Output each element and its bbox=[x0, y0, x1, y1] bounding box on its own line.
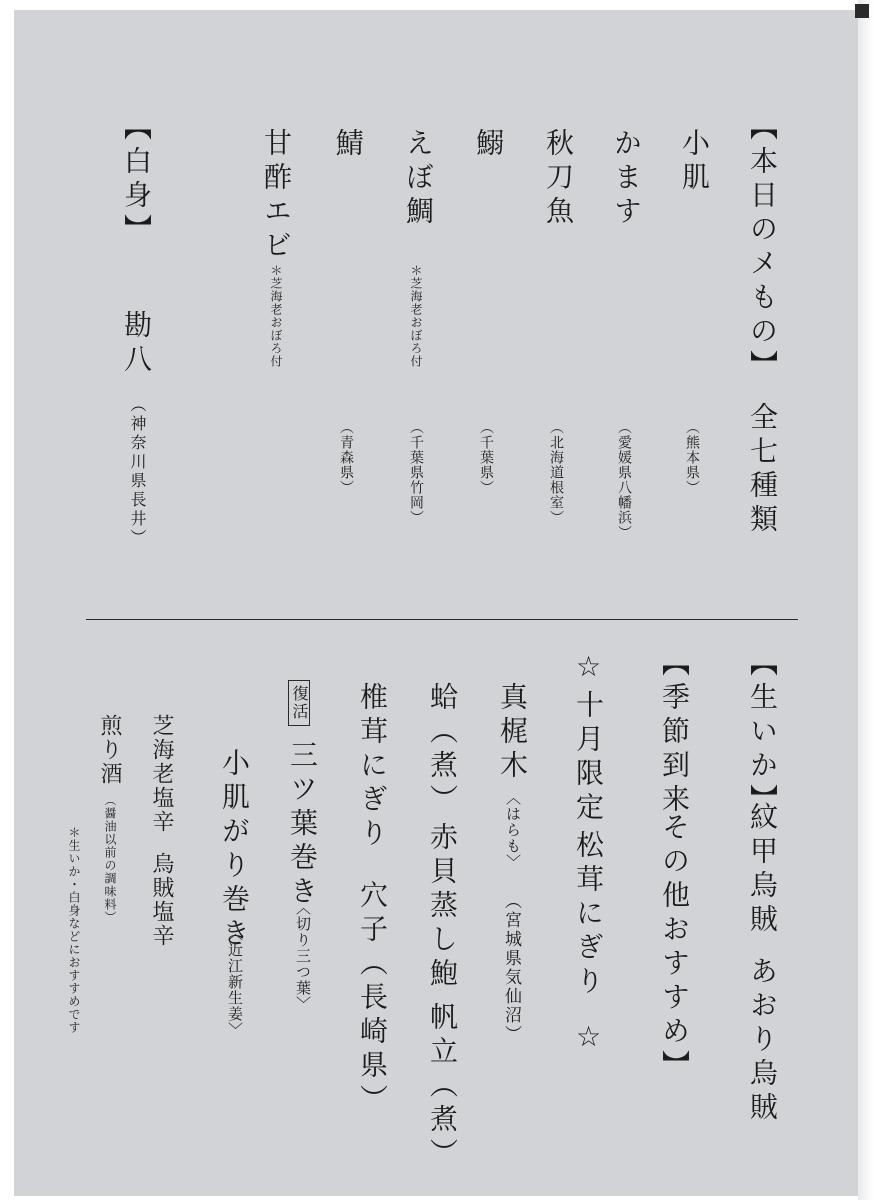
item-irizake: 煎り酒 bbox=[97, 714, 122, 786]
page-edge bbox=[858, 0, 873, 1200]
seasonal-header-2: その他おすすめ】 bbox=[658, 812, 691, 1084]
item-kanpachi: 勘八 bbox=[120, 310, 153, 378]
item-matsutake: 松茸にぎり bbox=[572, 830, 605, 1000]
origin-sanma: （北海道根室） bbox=[548, 420, 564, 525]
item-kamasu: かます bbox=[610, 128, 643, 230]
item-sanma: 秋刀魚 bbox=[542, 128, 575, 230]
origin-saba: （青森県） bbox=[338, 420, 354, 495]
item-shiba-ebi-shiokara: 芝海老塩辛 bbox=[149, 714, 174, 834]
item-shiitake: 椎茸にぎり bbox=[356, 682, 389, 852]
item-hotate: 帆立（煮） bbox=[426, 1002, 459, 1172]
origin-ebodai: （千葉県竹岡） bbox=[408, 420, 424, 525]
star-right: ☆ bbox=[572, 1020, 605, 1059]
note-amazu-ebi: ＊芝海老おぼろ付 bbox=[269, 264, 283, 368]
origin-kamasu: （愛媛県八幡浜） bbox=[616, 420, 632, 540]
fukkatsu-badge-wrap bbox=[288, 680, 310, 726]
item-amazu-ebi: 甘酢エビ bbox=[260, 128, 293, 264]
october-title: 十月限定 bbox=[572, 690, 605, 826]
origin-makajiki: （宮城県気仙沼） bbox=[501, 892, 521, 1044]
corner-mark bbox=[855, 4, 869, 18]
item-aori-ika: あおり烏賊 bbox=[746, 956, 779, 1126]
item-makajiki: 真梶木 bbox=[496, 682, 529, 784]
item-iwashi: 鰯 bbox=[472, 128, 505, 162]
today-header: 【本日のメもの】 bbox=[746, 112, 779, 384]
note-makajiki: 〈はらも〉 bbox=[504, 790, 522, 870]
seasonal-header: 【季節到来 bbox=[658, 648, 691, 818]
item-kohada-gari-maki: 小肌がり巻き bbox=[218, 748, 251, 952]
item-anago: 穴子（長崎県） bbox=[356, 880, 389, 1118]
item-kohada: 小肌 bbox=[678, 128, 711, 196]
fukkatsu-badge: 復活 bbox=[288, 680, 310, 726]
note-irizake: （醤油以前の調味料） bbox=[103, 794, 117, 924]
today-count: 全七種類 bbox=[746, 402, 779, 538]
origin-kanpachi: （神奈川県長井） bbox=[128, 396, 147, 548]
origin-iwashi: （千葉県） bbox=[478, 420, 494, 495]
item-saba: 鯖 bbox=[332, 128, 365, 162]
item-ebodai: えぼ鯛 bbox=[402, 128, 435, 230]
item-akagai: 赤貝 bbox=[426, 822, 459, 890]
item-mushiawabi: 蒸し鮑 bbox=[426, 890, 459, 992]
note-mitsuba-maki: 〈切り三つ葉〉 bbox=[294, 900, 312, 1012]
nama-ika-header: 【生いか】 bbox=[746, 648, 779, 818]
footnote: ＊生いか・白身などにおすすめです bbox=[67, 826, 81, 1034]
item-hamaguri: 蛤（煮） bbox=[426, 682, 459, 818]
item-mitsuba-maki: 三ツ葉巻き bbox=[286, 740, 319, 910]
note-ebodai: ＊芝海老おぼろ付 bbox=[409, 264, 423, 368]
origin-kohada: （熊本県） bbox=[684, 420, 700, 495]
star-left: ☆ bbox=[572, 650, 605, 689]
note-kohada-gari-maki: 〈近江新生姜〉 bbox=[226, 926, 244, 1038]
section-divider bbox=[86, 619, 798, 620]
item-mongo-ika: 紋甲烏賊 bbox=[746, 802, 779, 938]
item-ika-shiokara: 烏賊塩辛 bbox=[149, 852, 174, 948]
shiromi-header: 【白身】 bbox=[120, 112, 153, 248]
